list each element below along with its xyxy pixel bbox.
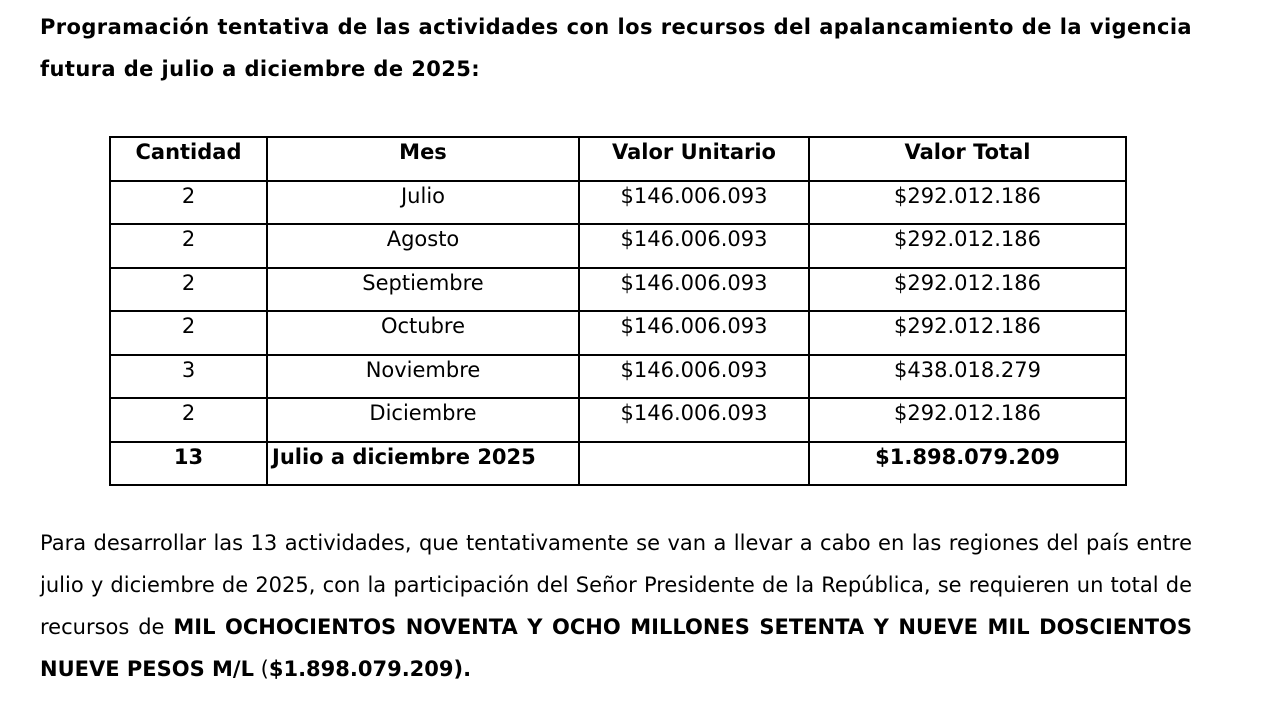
cell-valor-total: $292.012.186 [809,311,1126,355]
cell-valor-unitario: $146.006.093 [579,268,809,312]
table-row [110,355,1126,399]
amount-close-paren: ). [453,657,472,681]
cell-valor-total: $292.012.186 [809,224,1126,268]
cell-valor-total: $292.012.186 [809,268,1126,312]
amount-in-numbers: $1.898.079.209 [268,657,454,681]
cell-cantidad: 3 [110,355,267,399]
table-row [110,398,1126,442]
total-mes: Julio a diciembre 2025 [267,442,579,486]
table-row [110,268,1126,312]
summary-paragraph [40,522,1192,690]
amount-open-paren: ( [253,657,269,681]
cell-cantidad: 2 [110,398,267,442]
total-cantidad: 13 [110,442,267,486]
cell-valor-total: $292.012.186 [809,181,1126,225]
cell-mes: Septiembre [267,268,579,312]
cell-cantidad: 2 [110,268,267,312]
header-mes: Mes [267,137,579,181]
total-valor-total: $1.898.079.209 [809,442,1126,486]
cell-mes: Noviembre [267,355,579,399]
cell-valor-total: $438.018.279 [809,355,1126,399]
cell-valor-total: $292.012.186 [809,398,1126,442]
amount-in-words: MIL OCHOCIENTOS NOVENTA Y OCHO MILLONES SETENTA Y NUEVE MIL DOSCIENTOS NUEVE PESOS M/L [40,615,1192,681]
cell-cantidad: 2 [110,311,267,355]
table-row [110,181,1126,225]
cell-mes: Julio [267,181,579,225]
table-total-row [110,442,1126,486]
cell-mes: Agosto [267,224,579,268]
cell-valor-unitario: $146.006.093 [579,355,809,399]
table-header-row [110,137,1126,181]
paragraph-text: Para desarrollar las 13 actividades, que tentativamente se van a llevar a cabo en las regiones del país entre julio y diciembre de 2025, con la participación del Señor Presidente de la República, se requieren un total de recursos de [40,531,1192,639]
cell-valor-unitario: $146.006.093 [579,311,809,355]
cell-cantidad: 2 [110,224,267,268]
table-row [110,224,1126,268]
table-row [110,311,1126,355]
header-valor-unitario: Valor Unitario [579,137,809,181]
cell-valor-unitario: $146.006.093 [579,398,809,442]
cell-mes: Diciembre [267,398,579,442]
cell-cantidad: 2 [110,181,267,225]
cell-valor-unitario: $146.006.093 [579,181,809,225]
cell-valor-unitario: $146.006.093 [579,224,809,268]
activities-budget-table [109,136,1127,486]
header-cantidad: Cantidad [110,137,267,181]
total-valor-unitario [579,442,809,486]
cell-mes: Octubre [267,311,579,355]
header-valor-total: Valor Total [809,137,1126,181]
document-heading: Programación tentativa de las actividades con los recursos del apalancamiento de la vigencia futura de julio a diciembre de 2025: [40,15,1192,81]
